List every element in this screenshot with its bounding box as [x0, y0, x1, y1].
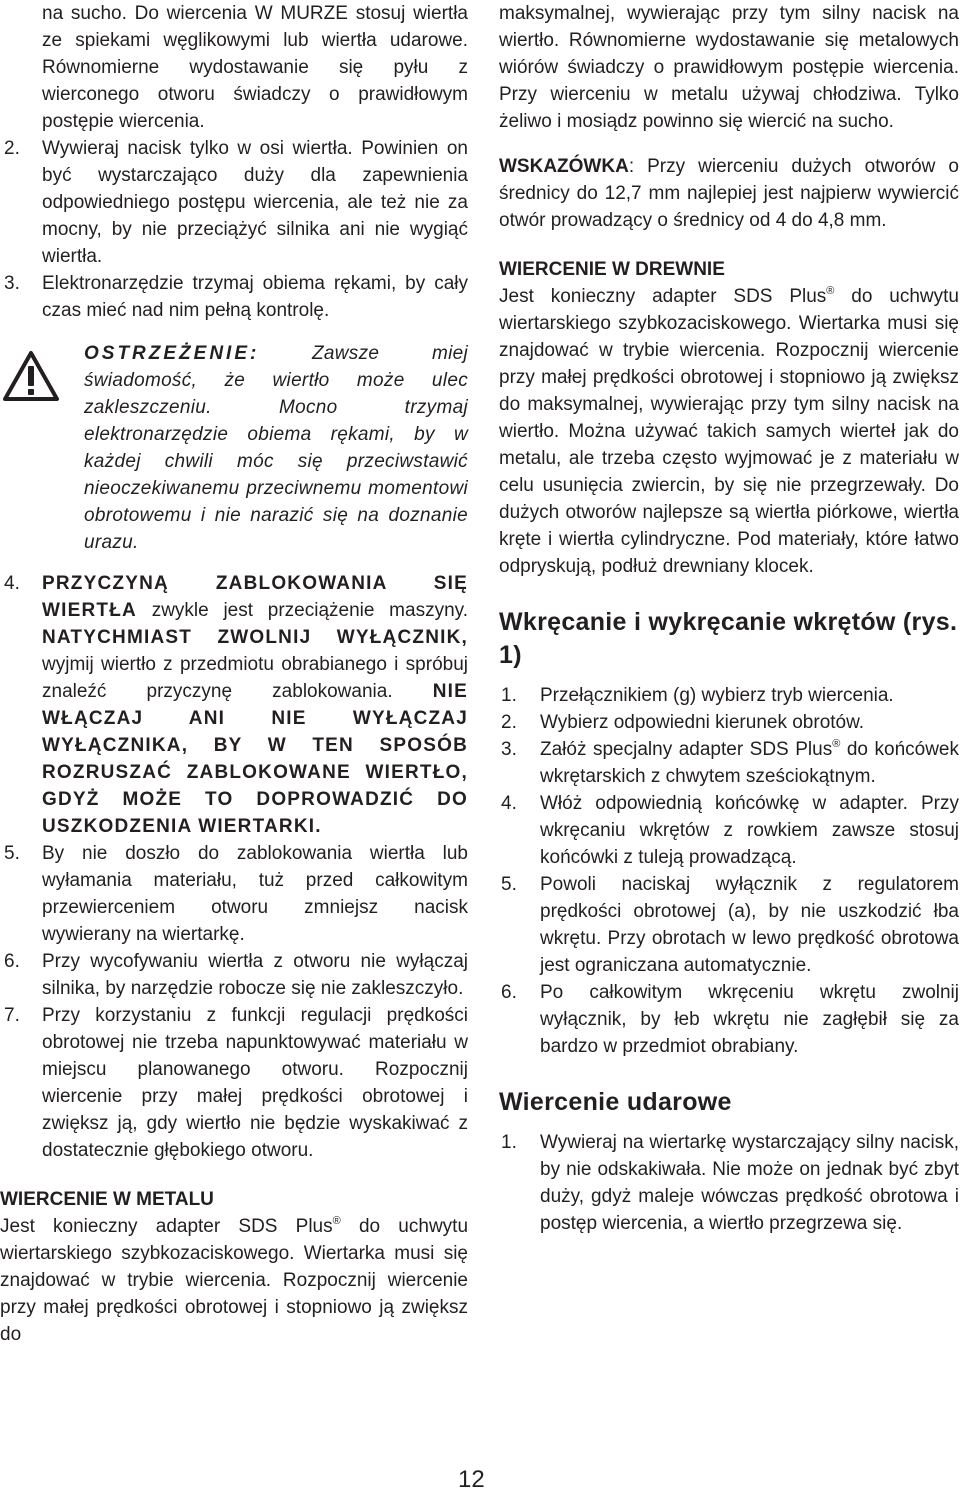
item-text: Przy wycofywaniu wiertła z otworu nie wyłączaj silnika, by narzędzie robocze się nie zakleszczyło.: [42, 951, 468, 999]
tip-label: WSKAZÓWKA: [499, 156, 629, 177]
item-number: 4.: [501, 793, 517, 814]
left-column: [0, 0, 468, 1348]
item-bold-text: PRZYCZYNĄ ZABLOKOWANIA SIĘ WIERTŁA: [42, 573, 468, 621]
screw-item-1: [499, 682, 959, 709]
item-number: 3.: [501, 739, 517, 760]
item-number: 1.: [501, 1132, 517, 1153]
hammer-heading: Wiercenie udarowe: [499, 1088, 732, 1116]
right-column: [499, 0, 959, 1237]
item-number: 4.: [4, 573, 20, 594]
wood-text: Jest konieczny adapter SDS Plus: [499, 286, 827, 307]
screw-item-6: [499, 979, 959, 1060]
warning-triangle-icon: [2, 350, 60, 402]
screw-list: [499, 682, 959, 1060]
item-number: 2.: [4, 138, 20, 159]
registered-mark: ®: [332, 1215, 341, 1227]
item-number: 5.: [4, 843, 20, 864]
item-text: Przy korzystaniu z funkcji regulacji prędkości obrotowej nie trzeba napunktowywać materiału w miejscu planowanego otworu. Rozpocznij wiercenie przy małej prędkości obrotowej i zwiększ ją, gdy wiertło nie będzie wyskakiwać z dostatecznie głębokiego otworu.: [42, 1005, 468, 1161]
page-number: 12: [458, 1466, 485, 1493]
item-number: 6.: [501, 982, 517, 1003]
item-number: 5.: [501, 874, 517, 895]
item-text: Wybierz odpowiedni kierunek obrotów.: [540, 712, 865, 733]
hammer-list: [499, 1129, 959, 1237]
item-number: 6.: [4, 951, 20, 972]
list-item-4: [0, 570, 468, 840]
wood-text: do uchwytu wiertarskiego szybkozaciskowego. Wiertarka musi się znajdować w trybie wiercenia. Rozpocznij wiercenie przy małej prędkości obrotowej i stopniowo ją zwiększ do maksymalnej, wywierając przy tym silny nacisk na wiertło. Można używać takich samych wierteł jak do metalu, ale trzeba często wyjmować je z materiału w celu usunięcia zwiercin, by się nie przegrzewały. Do dużych otworów najlepsze są wiertła piórkowe, wiertła kręte i wiertła cylindryczne. Pod materiały, które łatwo odpryskują, podłuż drewniany klocek.: [499, 286, 959, 577]
screw-item-3: [499, 736, 959, 790]
screw-item-4: [499, 790, 959, 871]
registered-mark: ®: [832, 738, 841, 750]
item-text: Przełącznikiem (g) wybierz tryb wiercenia.: [540, 685, 894, 706]
hammer-item-1: [499, 1129, 959, 1237]
list-item-7: [0, 1002, 468, 1164]
tip-text: : Przy wierceniu dużych otworów o średnicy do 12,7 mm najlepiej jest najpierw wywiercić otwór prowadzący o średnicy od 4 do 4,8 mm.: [499, 156, 959, 231]
item-number: 3.: [4, 273, 20, 294]
item-text: Powoli naciskaj wyłącznik z regulatorem prędkości obrotowej (a), by nie uszkodzić łba wkrętu. Przy obrotach w lewo prędkość obrotowa jest ograniczana automatycznie.: [540, 874, 959, 976]
list-item-5: [0, 840, 468, 948]
metal-text: do uchwytu wiertarskiego szybkozaciskowego. Wiertarka musi się znajdować w trybie wiercenia. Rozpocznij wiercenie przy małej prędkości obrotowej i stopniowo ją zwiększ do: [0, 1216, 469, 1345]
tip-paragraph: [499, 153, 959, 234]
warning-block: [0, 340, 468, 556]
item-text: Wywieraj nacisk tylko w osi wiertła. Powinien on być wystarczająco duży dla zapewnienia odpowiedniego postępu wiercenia, ale też nie za mocny, by nie przeciążyć silnika ani nie wygiąć wiertła.: [42, 138, 468, 267]
item-text: Elektronarzędzie trzymaj obiema rękami, by cały czas mieć nad nim pełną kontrolę.: [42, 273, 468, 321]
metal-continuation: maksymalnej, wywierając przy tym silny nacisk na wiertło. Równomierne wydostawanie się metalowych wiórów świadczy o prawidłowym postępie wiercenia. Przy wierceniu w metalu używaj chłodziwa. Tylko żeliwo i mosiądz powinno się wiercić na sucho.: [499, 3, 959, 132]
screw-heading: Wkręcanie i wykręcanie wkrętów (rys. 1): [499, 608, 958, 669]
list-item-2: [0, 135, 468, 270]
item-text: Wywieraj na wiertarkę wystarczający silny nacisk, by nie odskakiwała. Nie może on jednak być zbyt duży, gdyż maleje wówczas prędkość obrotowa i postęp wiercenia, a wiertło przegrzewa się.: [540, 1132, 959, 1234]
list-item-6: [0, 948, 468, 1002]
metal-paragraph: [0, 1213, 468, 1348]
item-bold-text: NATYCHMIAST ZWOLNIJ WYŁĄCZNIK,: [42, 627, 468, 648]
item-number: 1.: [501, 685, 517, 706]
item-text: zwykle jest przeciążenie maszyny.: [151, 600, 468, 621]
screw-item-5: [499, 871, 959, 979]
intro-continuation: na sucho. Do wiercenia W MURZE stosuj wiertła ze spiekami węglikowymi lub wiertła udarowe. Równomierne wydostawanie się pyłu z wierconego otworu świadczy o prawidłowym postępie wiercenia.: [42, 3, 468, 132]
warning-text: Zawsze miej świadomość, że wiertło może ulec zakleszczeniu. Mocno trzymaj elektronarzędzie obiema rękami, by w każdej chwili móc się przeciwstawić nieoczekiwanemu przeciwnemu momentowi obrotowemu i nie narazić się na doznanie urazu.: [84, 343, 468, 553]
registered-mark: ®: [826, 285, 835, 297]
item-text: Po całkowitym wkręceniu wkrętu zwolnij wyłącznik, by łeb wkrętu nie zagłębił się za bardzo w przedmiot obrabiany.: [540, 982, 959, 1057]
warning-label: OSTRZEŻENIE:: [84, 343, 260, 364]
item-bold-text: NIE WŁĄCZAJ ANI NIE WYŁĄCZAJ WYŁĄCZNIKA, BY W TEN SPOSÓB ROZRUSZAĆ ZABLOKOWANE WIERTŁO, GDYŻ MOŻE TO DOPROWADZIĆ DO USZKODZENIA WIERTARKI.: [42, 681, 469, 837]
list-item-3: [0, 270, 468, 324]
wood-heading: WIERCENIE W DREWNIE: [499, 259, 725, 280]
metal-text: Jest konieczny adapter SDS Plus: [0, 1216, 333, 1237]
item-text: do końcówek wkrętarskich z chwytem sześciokątnym.: [540, 739, 960, 787]
item-text: By nie doszło do zablokowania wiertła lub wyłamania materiału, tuż przed całkowitym przewierceniem otworu zmniejsz nacisk wywierany na wiertarkę.: [42, 843, 468, 945]
wood-paragraph: [499, 283, 959, 580]
item-text: Włóż odpowiednią końcówkę w adapter. Przy wkręcaniu wkrętów z rowkiem zawsze stosuj końcówki z tuleją prowadzącą.: [540, 793, 959, 868]
item-text: wyjmij wiertło z przedmiotu obrabianego i spróbuj znaleźć przyczynę zablokowania.: [42, 654, 468, 702]
item-text: Załóż specjalny adapter SDS Plus: [540, 739, 833, 760]
metal-heading: WIERCENIE W METALU: [0, 1189, 214, 1210]
screw-item-2: [499, 709, 959, 736]
item-number: 2.: [501, 712, 517, 733]
item-number: 7.: [4, 1005, 20, 1026]
